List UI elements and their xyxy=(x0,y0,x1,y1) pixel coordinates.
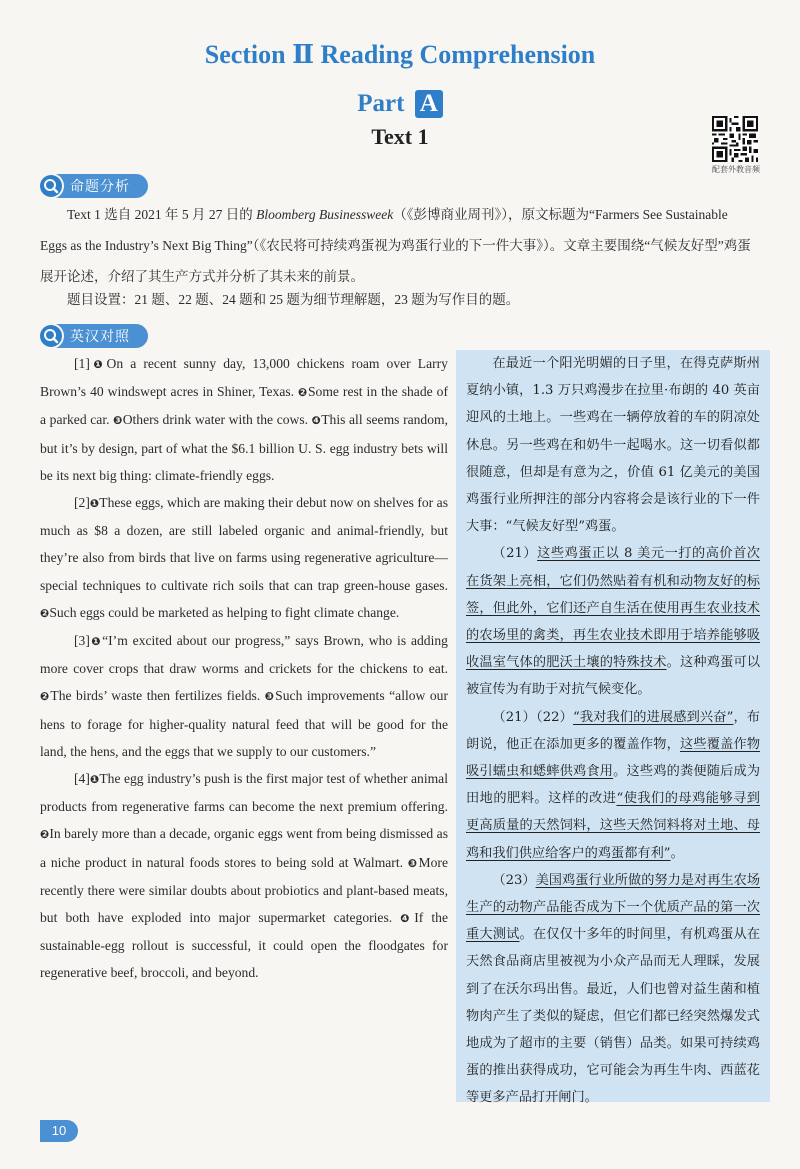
paragraph-marker: [1] xyxy=(74,356,90,371)
sentence-number: ❷ xyxy=(40,828,50,842)
underlined-answer: “使我们的母鸡能够寻到更高质量的天然饲料，这些天然饲料将对土地、母鸡和我们供应给客户的鸡蛋都有利” xyxy=(466,791,760,861)
sentence: Some rest in the shade of a parked car. xyxy=(40,384,448,428)
translation-text: ，布朗说，他正在添加更多的覆盖作物， xyxy=(466,709,760,752)
paragraph-marker: [3] xyxy=(74,633,90,649)
paragraph-marker: [2] xyxy=(74,495,90,511)
sentence-number: ❶ xyxy=(89,497,100,511)
sentence: More recently there were similar doubts about probiotics and plant-based meats, but both have exploded into major supermarket categories. xyxy=(40,854,448,926)
chinese-paragraph-2 xyxy=(466,540,760,703)
english-paragraph-2 xyxy=(40,489,448,627)
chinese-paragraph-1 xyxy=(466,350,760,540)
underlined-answer: 美国鸡蛋行业所做的努力是对再生农场生产的动物产品能否成为下一个优质产品的第一次重大测试 xyxy=(466,872,761,943)
bilingual-header xyxy=(40,324,148,348)
sentence-number: ❸ xyxy=(407,856,419,870)
sentence: The birds’ waste then fertilizes fields. xyxy=(50,688,265,704)
underlined-answer: 这些覆盖作物吸引蠕虫和蟋蟀供鸡食用 xyxy=(466,736,761,780)
sentence: On a recent sunny day, 13,000 chickens roam over Larry Brown’s 40 windswept acres in Shiner, Texas. xyxy=(40,356,448,400)
analysis-label: 命题分析 xyxy=(52,174,148,198)
analysis-paragraph-2: 题目设置：21 题、22 题、24 题和 25 题为细节理解题，23 题为写作目的题。 xyxy=(67,292,520,307)
sentence: The egg industry’s push is the first major test of whether animal products from regenerative farms can become the next premium offering. xyxy=(40,771,448,815)
part-letter-badge: A xyxy=(415,90,443,118)
sentence: Such eggs could be marketed as helping to fight climate change. xyxy=(49,604,400,620)
english-column xyxy=(40,350,448,987)
translation-text: 。在仅仅十多年的时间里，有机鸡蛋从在天然食品商店里被视为小众产品而无人理睬，发展到了在沃尔玛出售。最近，人们也曾对益生菌和植物肉产生了类似的疑虑，但它们都已经突然爆发式地成为了超市的主要（销售）品类。如果可持续鸡蛋的推出获得成功，它可能会为再生牛肉、西蓝花等更多产品打开闸门。 xyxy=(466,927,761,1106)
sentence: In barely more than a decade, organic eggs went from being dismissed as a niche product in natural foods stores to being sold at Walmart. xyxy=(40,826,448,870)
paragraph-marker: [4] xyxy=(74,771,90,787)
chinese-paragraph-3 xyxy=(466,704,760,867)
magnifier-icon xyxy=(40,175,62,197)
sentence-number: ❷ xyxy=(40,690,51,704)
part-label: Part xyxy=(357,90,405,117)
underlined-answer: “我对我们的进展感到兴奋” xyxy=(573,709,734,725)
english-paragraph-3 xyxy=(40,627,448,765)
sentence-number: ❹ xyxy=(400,912,415,926)
analysis-text: Text 1 选自 2021 年 5 月 27 日的 xyxy=(67,207,257,222)
english-paragraph-1 xyxy=(40,350,448,489)
sentence: These eggs, which are making their debut now on shelves for as much as $8 a dozen, are still labeled organic and animal-friendly, but they’re also from birds that live on farms using regenerative agriculture—special techniques to cultivate rich soils that can trap green-house gases. xyxy=(40,495,448,593)
qr-code-icon[interactable] xyxy=(712,116,758,162)
sentence: If the sustainable-egg rollout is successful, it could open the floodgates for regenerative beef, broccoli, and beyond. xyxy=(40,910,448,981)
text-title: Text 1 xyxy=(371,124,429,149)
analysis-paragraph-1 xyxy=(40,199,758,292)
question-ref: （21）（22） xyxy=(492,709,573,725)
sentence: Such improvements “allow our hens to forage for higher-quality natural feed that will be good for the land, the hens, and the eggs that we supply to our customers.” xyxy=(40,688,448,759)
sentence-number: ❶ xyxy=(89,358,107,371)
chinese-paragraph-4 xyxy=(466,867,760,1112)
sentence: Others drink water with the cows. xyxy=(122,412,312,428)
analysis-text: （《彭博商业周刊》），原文标题为“Farmers See Sustainable Eggs as the Industry’s Next Big Thing”（《农民将可持续鸡蛋视为鸡蛋行业的下一件大事》）。文章主要围绕“气候友好型”鸡蛋展开论述，介绍了其生产方式并分析了其未来的前景。 xyxy=(40,207,751,284)
sentence: “I’m excited about our progress,” says Brown, who is adding more cover crops that draw worms and crickets for the chickens to eat. xyxy=(40,633,448,677)
part-title xyxy=(0,90,800,118)
translation-text: 。这些鸡的粪便随后成为田地的肥料。这样的改进 xyxy=(466,764,761,807)
section-title: Section Ⅱ Reading Comprehension xyxy=(204,40,596,69)
sentence-number: ❹ xyxy=(311,414,322,428)
source-title: Bloomberg Businessweek xyxy=(256,207,394,222)
sentence-number: ❶ xyxy=(89,773,100,787)
translation-text: 。 xyxy=(670,845,684,861)
bilingual-label: 英汉对照 xyxy=(52,324,148,348)
sentence-number: ❷ xyxy=(298,386,308,400)
question-ref: （21） xyxy=(492,546,538,562)
sentence-number: ❷ xyxy=(40,606,50,620)
translation-text: 在最近一个阳光明媚的日子里，在得克萨斯州夏纳小镇，1.3 万只鸡漫步在拉里·布朗的 40 英亩迎风的土地上。一些鸡在一辆停放着的车的阴凉处休息。另一些鸡在和奶牛一起喝水。这一切看似都很随意，但却是有意为之，价值 61 亿美元的美国鸡蛋行业所押注的部分内容将会是该行业的下一件大事：“气候友好型”鸡蛋。 xyxy=(466,356,760,535)
sentence-number: ❸ xyxy=(113,414,123,428)
translation-text: 。这种鸡蛋可以被宣传为有助于对抗气候变化。 xyxy=(466,655,761,698)
page-number: 10 xyxy=(40,1120,78,1142)
magnifier-icon xyxy=(40,325,62,347)
underlined-answer: 这些鸡蛋正以 8 美元一打的高价首次在货架上亮相，它们仍然贴着有机和动物友好的标签，但此外，它们还产自生活在使用再生农业技术的农场里的禽类，再生农业技术即用于培养能够吸收温室气体的肥沃土壤的特殊技术 xyxy=(466,546,760,671)
chinese-column xyxy=(456,350,770,1106)
question-ref: （23） xyxy=(492,872,536,888)
qr-caption: 配套外教音频 xyxy=(712,165,760,174)
english-paragraph-4 xyxy=(40,765,448,987)
sentence: This all seems random, but it’s by design, part of what the $6.1 billion U. S. egg industry bets will be its next big thing: climate-friendly eggs. xyxy=(40,412,448,483)
sentence-number: ❸ xyxy=(264,690,276,704)
analysis-header xyxy=(40,174,148,198)
sentence-number: ❶ xyxy=(89,635,103,649)
